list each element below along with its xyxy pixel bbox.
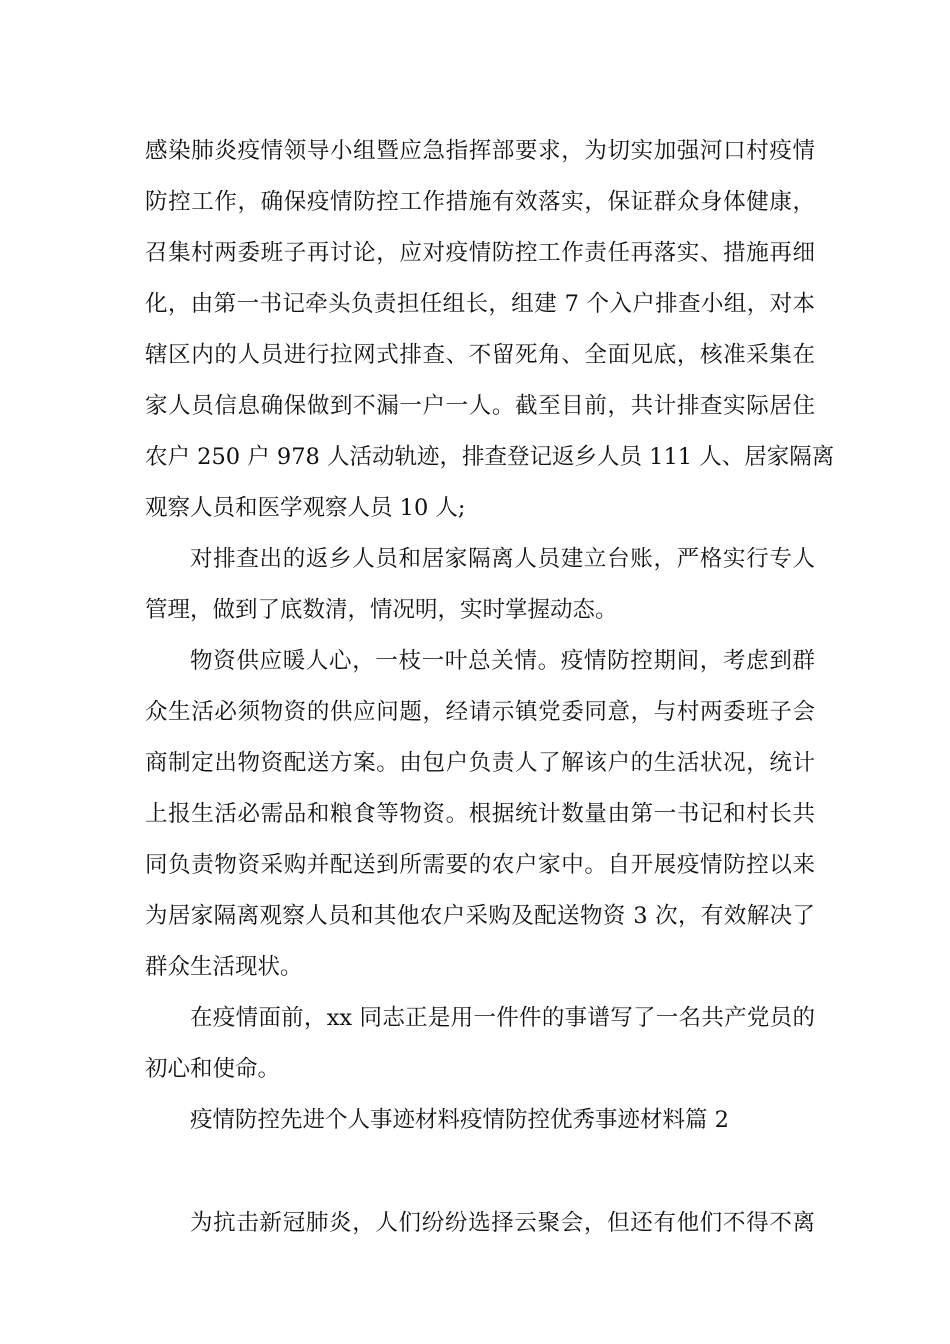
body-line: 感染肺炎疫情领导小组暨应急指挥部要求，为切实加强河口村疫情 xyxy=(145,138,815,164)
body-line: 众生活必须物资的供应问题，经请示镇党委同意，与村两委班子会 xyxy=(145,699,815,725)
paragraph-first-line: 在疫情面前，xx 同志正是用一件件的事谱写了一名共产党员的 xyxy=(190,1005,815,1031)
body-line: 农户 250 户 978 人活动轨迹，排查登记返乡人员 111 人、居家隔离 xyxy=(145,444,835,470)
section-heading: 疫情防控先进个人事迹材料疫情防控优秀事迹材料篇 2 xyxy=(190,1107,729,1133)
body-line: 上报生活必需品和粮食等物资。根据统计数量由第一书记和村长共 xyxy=(145,801,815,827)
paragraph-first-line: 物资供应暖人心，一枝一叶总关情。疫情防控期间，考虑到群 xyxy=(190,648,815,674)
body-line: 商制定出物资配送方案。由包户负责人了解该户的生活状况，统计 xyxy=(145,750,815,776)
body-line: 初心和使命。 xyxy=(145,1056,281,1082)
body-line: 防控工作，确保疫情防控工作措施有效落实，保证群众身体健康， xyxy=(145,189,815,215)
body-line: 群众生活现状。 xyxy=(145,954,303,980)
body-line: 家人员信息确保做到不漏一户一人。截至目前，共计排查实际居住 xyxy=(145,393,815,419)
body-line: 管理，做到了底数清，情况明，实时掌握动态。 xyxy=(145,597,618,623)
body-line: 化，由第一书记牵头负责担任组长，组建 7 个入户排查小组，对本 xyxy=(145,291,815,317)
body-line: 召集村两委班子再讨论，应对疫情防控工作责任再落实、措施再细 xyxy=(145,240,815,266)
body-line: 观察人员和医学观察人员 10 人; xyxy=(145,495,466,521)
paragraph-first-line: 对排查出的返乡人员和居家隔离人员建立台账，严格实行专人 xyxy=(190,546,815,572)
body-line: 为居家隔离观察人员和其他农户采购及配送物资 3 次，有效解决了 xyxy=(145,903,815,929)
body-line: 辖区内的人员进行拉网式排查、不留死角、全面见底，核准采集在 xyxy=(145,342,815,368)
paragraph-first-line: 为抗击新冠肺炎，人们纷纷选择云聚会，但还有他们不得不离 xyxy=(190,1210,815,1236)
body-line: 同负责物资采购并配送到所需要的农户家中。自开展疫情防控以来 xyxy=(145,852,815,878)
